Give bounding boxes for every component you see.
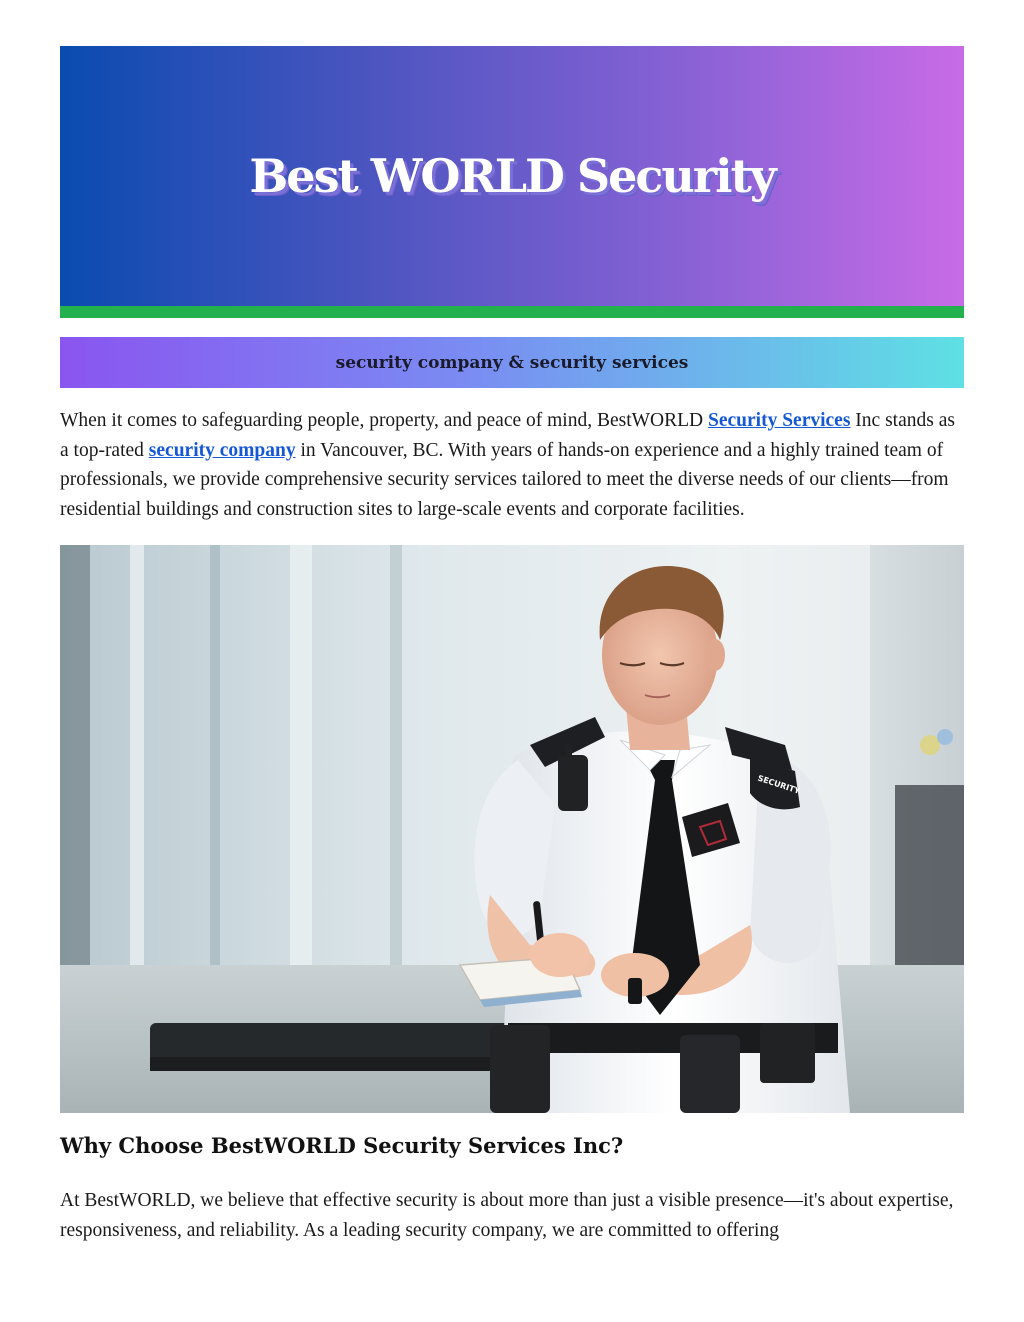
- hero-accent-bar: [60, 306, 964, 318]
- subtitle-text: security company & security services: [335, 352, 689, 373]
- subtitle-band: [60, 337, 964, 388]
- section-body: At BestWORLD, we believe that effective security is about more than just a visible presence—it's about expertise, responsiveness, and reliability. As a leading security company, we are committed to offering: [60, 1190, 954, 1241]
- guard-illustration: [60, 545, 964, 1113]
- hero-banner: [60, 46, 964, 306]
- intro-text-3: in Vancouver, BC. With years of hands-on experience and a highly trained team of professionals, we provide comprehensive security services tailored to meet the diverse needs of our clients—from residential buildings and construction sites to large-scale events and corporate facilities.: [60, 439, 949, 520]
- security-guard-photo: [60, 545, 964, 1113]
- intro-text-2: Inc stands as a top-rated: [60, 410, 955, 461]
- security-services-link[interactable]: Security Services: [708, 410, 851, 431]
- document-page: [60, 46, 964, 1245]
- intro-text-1: When it comes to safeguarding people, property, and peace of mind, BestWORLD: [60, 410, 708, 431]
- radio-icon: [558, 755, 588, 811]
- security-company-link[interactable]: security company: [148, 439, 296, 461]
- shoulder-patch-text: SECURITY: [756, 773, 802, 796]
- watch-icon: [628, 978, 642, 1004]
- intro-paragraph: [60, 406, 964, 524]
- hero-title: Best WORLD Security: [249, 149, 775, 203]
- section-heading: Why Choose BestWORLD Security Services Inc?: [60, 1133, 624, 1158]
